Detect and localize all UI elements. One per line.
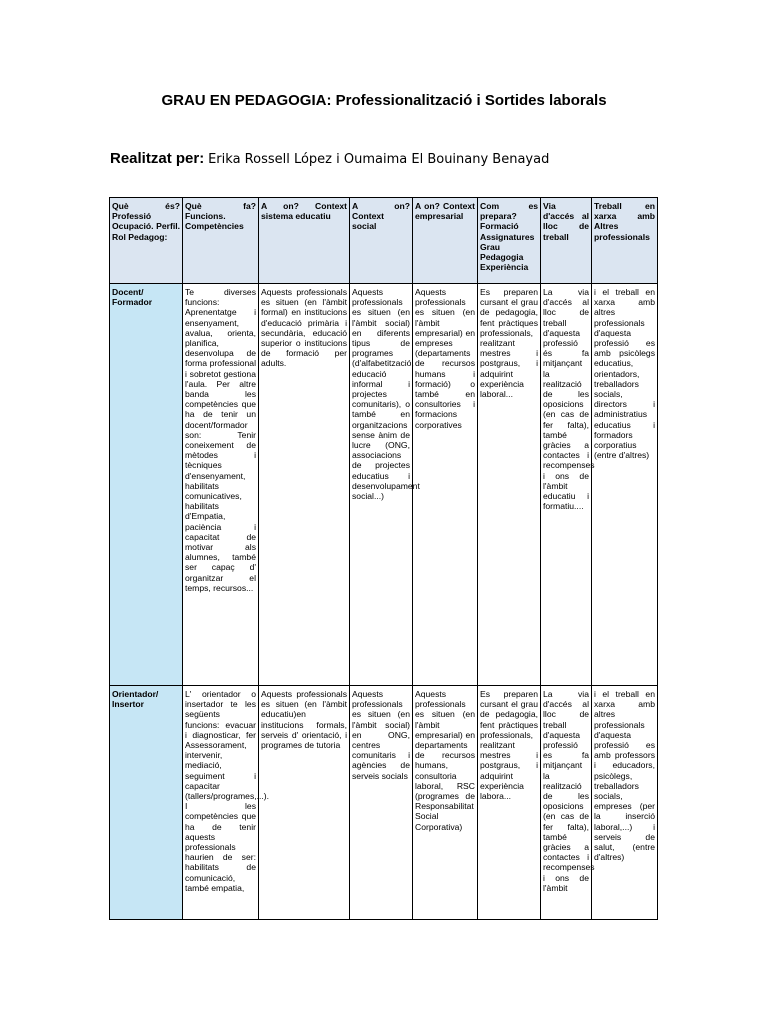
table-cell: Aquests professionals es situen (en l'àmbit empresarial) en departaments de recursos humans, consultoria laboral, RSC (programes de Responsabilitat Social Corporativa)	[413, 686, 478, 920]
header-cell-via-acces: Via d'accés al lloc de treball	[541, 198, 592, 284]
row-label: Orientador/ Insertor	[110, 686, 183, 920]
table-cell: i el treball en xarxa amb altres professionals d'aquesta professió es amb professors i educadors, psicòlegs, treballadors socials, empreses (per la inserció laboral,...) i serveis de salut, (entre d'altres)	[592, 686, 658, 920]
table-row	[110, 686, 658, 920]
table-cell: Aquests professionals es situen (en l'àmbit social) en diferents tipus de programes (d'alfabetització, educació informal i projectes comunitaris), o també en organitzacions sense ànim de lucre (ONG, associacions de projectes educatius i desenvolupament social...)	[350, 284, 413, 686]
author-label: Realitzat per:	[110, 150, 205, 167]
header-cell-que-es: Què és? Professió Ocupació. Perfil. Rol Pedagog:	[110, 198, 183, 284]
table-cell: La via d'accés al lloc de treball d'aquesta professió es fa mitjançant la realització de les oposicions (en cas de fer falta), també gràcies a contactes i recompenses i ons de l'àmbit	[541, 686, 592, 920]
profession-table	[109, 197, 658, 920]
table-cell: Aquests professionals es situen (en l'àmbit formal) en institucions d'educació primària i secundària, educació superior o institucions de formació per adults.	[259, 284, 350, 686]
table-cell: Es preparen cursant el grau de pedagogia, fent pràctiques professionals, realitzant mestres i postgraus, i adquirint experiència laboral...	[478, 284, 541, 686]
table-cell: i el treball en xarxa amb altres professionals d'aquesta professió es amb psicòlegs educatius, orientadors, treballadors socials, directors i administratius educatius i formadors corporatius (entre d'altres)	[592, 284, 658, 686]
header-cell-context-educatiu: A on? Context sistema educatiu	[259, 198, 350, 284]
row-label: Docent/ Formador	[110, 284, 183, 686]
table-cell: La via d'accés al lloc de treball d'aquesta professió és fa mitjançant la realització de les oposicions (en cas de fer falta), també gràcies a contactes i recompenses i ons de l'àmbit educatiu i formatiu....	[541, 284, 592, 686]
header-cell-context-social: A on? Context social	[350, 198, 413, 284]
table-cell: Aquests professionals es situen (en l'àmbit social) en ONG, centres comunitaris i agències de serveis socials	[350, 686, 413, 920]
table-cell: Aquests professionals es situen (en l'àmbit empresarial) en empreses (departaments de recursos humans i formació) o també en consultories i formacions corporatives	[413, 284, 478, 686]
header-cell-que-fa: Què fa? Funcions. Competències	[183, 198, 259, 284]
header-cell-com-es-prepara: Com es prepara? Formació Assignatures Grau Pedagogia Experiència	[478, 198, 541, 284]
header-cell-context-empresarial: A on? Context empresarial	[413, 198, 478, 284]
table-cell: Es preparen cursant el grau de pedagogia, fent pràctiques professionals, realitzant mestres i postgraus, i adquirint experiència labora...	[478, 686, 541, 920]
table-cell: Te diverses funcions: Aprenentatge i ensenyament, avalua, orienta, planifica, desenvolupa de forma professional i sobretot gestiona l'aula. Per altre banda les competències que ha de tenir un docent/formador son: Tenir coneixement de mètodes i tècniques d'ensenyament, habilitats comunicatives, habilitats d'Empatia, paciència i capacitat de motivar als alumnes, també ser capaç d' organitzar el temps, recursos...	[183, 284, 259, 686]
table-header-row	[110, 198, 658, 284]
table-cell: L' orientador o insertador te les següents funcions: evacuar i diagnosticar, fer Assessorament, intervenir, mediació, seguiment i capacitar (tallers/programes,...). I les competències que ha de tenir aquests professionals haurien de ser: habilitats de comunicació, també empatia,	[183, 686, 259, 920]
header-cell-treball-xarxa: Treball en xarxa amb Altres professionals	[592, 198, 658, 284]
table-cell: Aquests professionals es situen (en l'àmbit educatiu)en institucions formals, serveis d' orientació, i programes de tutoria	[259, 686, 350, 920]
page-title: GRAU EN PEDAGOGIA: Professionalització i Sortides laborals	[161, 92, 607, 109]
table-row	[110, 284, 658, 686]
author-names: Erika Rossell López i Oumaima El Bouinany Benayad	[208, 152, 550, 167]
author-line	[110, 150, 549, 167]
